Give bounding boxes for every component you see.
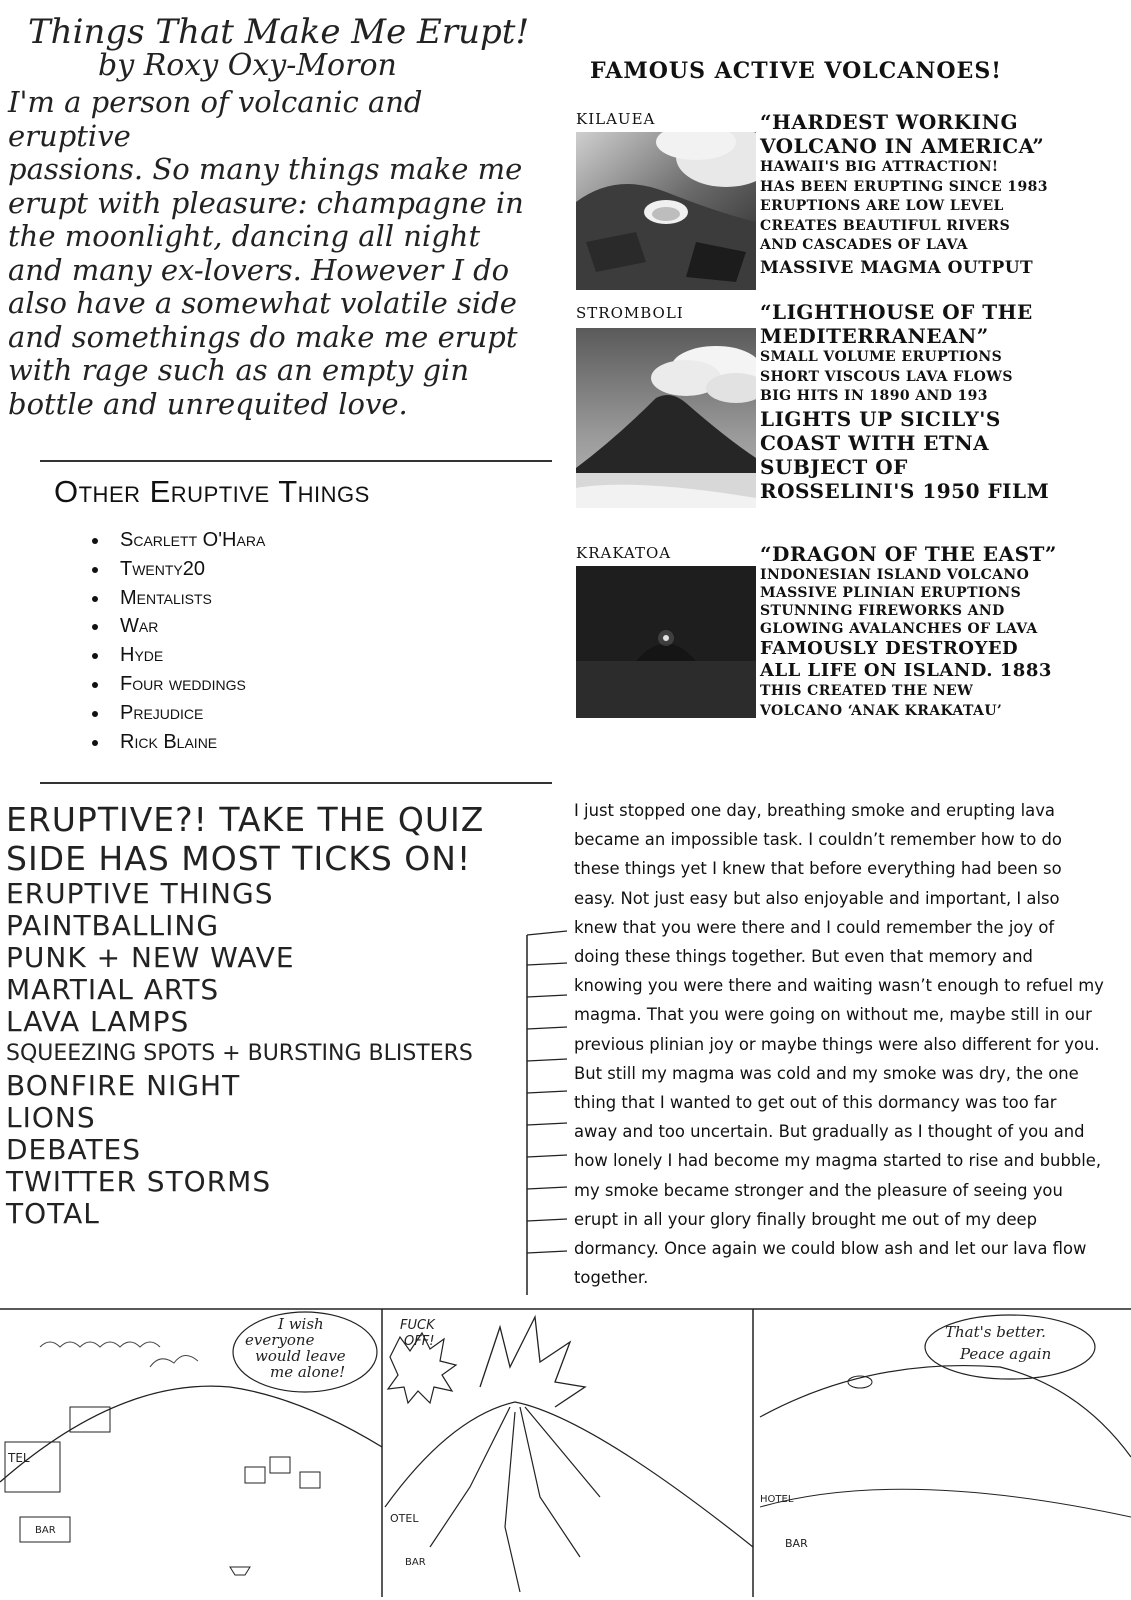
volcano-title-line: “HARDEST WORKING bbox=[760, 110, 1019, 134]
volcano-title-line: “DRAGON OF THE EAST” bbox=[760, 542, 1057, 566]
quiz-item: MARTIAL ARTS bbox=[6, 973, 220, 1006]
shout-line: FUCK bbox=[400, 1318, 435, 1333]
intro-section bbox=[8, 14, 548, 421]
quiz-tick-scale bbox=[525, 925, 575, 1295]
intro-line: I'm a person of volcanic and eruptive bbox=[8, 85, 423, 153]
volcano-fact: MASSIVE MAGMA OUTPUT bbox=[760, 257, 1034, 278]
bubble-line: I wish bbox=[278, 1315, 324, 1333]
quiz-item: LIONS bbox=[6, 1101, 96, 1134]
list-item: Mentalists bbox=[92, 584, 552, 613]
volcano-fact: INDONESIAN ISLAND VOLCANO bbox=[760, 567, 1030, 583]
volcano-text bbox=[760, 300, 1080, 503]
bubble-line: me alone! bbox=[270, 1363, 346, 1381]
bar-sign: BAR bbox=[35, 1525, 56, 1536]
intro-line: with rage such as an empty gin bbox=[8, 353, 470, 387]
quiz-item: DEBATES bbox=[6, 1133, 142, 1166]
bar-sign: BAR bbox=[405, 1557, 426, 1568]
list-item: Twenty20 bbox=[92, 555, 552, 584]
quiz-item: PUNK + NEW WAVE bbox=[6, 941, 295, 974]
comic-strip bbox=[0, 1307, 1131, 1597]
volcano-fact: SMALL VOLUME ERUPTIONS bbox=[760, 349, 1003, 365]
volcano-fact: ERUPTIONS ARE LOW LEVEL bbox=[760, 198, 1004, 214]
intro-byline: by Roxy Oxy-Moron bbox=[98, 48, 397, 83]
bar-sign: BAR bbox=[785, 1537, 808, 1550]
intro-line: erupt with pleasure: champagne in bbox=[8, 185, 524, 220]
intro-line: also have a somewhat volatile side bbox=[8, 286, 517, 320]
volcano-title-line: VOLCANO IN AMERICA” bbox=[760, 134, 1045, 158]
volcano-fact: THIS CREATED THE NEW bbox=[760, 683, 974, 699]
comic-panel-3 bbox=[760, 1315, 1131, 1550]
volcano-fact: HAS BEEN ERUPTING SINCE 1983 bbox=[760, 178, 1048, 195]
volcano-fact: LIGHTS UP SICILY'S bbox=[760, 406, 1001, 431]
story-text: I just stopped one day, breathing smoke and erupting lava became an impossible task. I couldn’t remember how to do these things yet I knew that before everything had been so easy. Not just easy but also enjoyable and important, I also knew that you were there and I could remember the joy of doing these things together. But even that memory and knowing you were there and waiting wasn’t enough to refuel my magma. That you were going on without me, maybe still in our previous plinian joy or maybe things were also different for you. But still my magma was cold and my smoke was dry, the one thing that I wanted to get out of this dormancy was too far away and too uncertain. But gradually as I thought of you and how lonely I had become my magma started to rise and bubble, my smoke became stronger and the pleasure of seeing you erupt in all your glory finally brought me out of my deep dormancy. Once again we could blow ash and let our lava flow together. bbox=[574, 801, 1104, 1288]
stromboli-photo bbox=[576, 328, 756, 508]
hotel-sign: OTEL bbox=[390, 1512, 419, 1525]
volcano-fact: CREATES BEAUTIFUL RIVERS bbox=[760, 217, 1011, 234]
bubble-line: Peace again bbox=[960, 1345, 1052, 1363]
volcano-fact: VOLCANO ‘ANAK KRAKATAU’ bbox=[760, 702, 1003, 719]
intro-line: passions. So many things make me bbox=[8, 152, 523, 186]
volcano-fact: MASSIVE PLINIAN ERUPTIONS bbox=[760, 585, 1022, 601]
volcano-fact: HAWAII'S BIG ATTRACTION! bbox=[760, 159, 999, 175]
volcano-name: KILAUEA bbox=[576, 110, 656, 128]
volcano-fact: COAST WITH ETNA bbox=[760, 430, 990, 455]
volcano-title-line: MEDITERRANEAN” bbox=[760, 324, 989, 348]
volcano-text bbox=[760, 542, 1080, 721]
volcano-fact: ROSSELINI'S 1950 FILM bbox=[760, 478, 1050, 503]
volcano-fact: SUBJECT OF bbox=[760, 454, 908, 479]
intro-body bbox=[8, 86, 548, 421]
quiz-title: ERUPTIVE?! TAKE THE QUIZ bbox=[6, 800, 485, 839]
list-item: Scarlett O'Hara bbox=[92, 526, 552, 555]
volcano-panel bbox=[574, 48, 1074, 748]
volcano-text bbox=[760, 110, 1080, 280]
quiz-item: TOTAL bbox=[6, 1197, 100, 1230]
intro-line: and somethings do make me erupt bbox=[8, 319, 518, 354]
volcano-name: KRAKATOA bbox=[576, 544, 672, 562]
comic-panel-1 bbox=[0, 1312, 382, 1575]
list-item: War bbox=[92, 612, 552, 641]
volcano-fact: SHORT VISCOUS LAVA FLOWS bbox=[760, 368, 1013, 385]
quiz-item: PAINTBALLING bbox=[6, 909, 220, 942]
list-item: Four weddings bbox=[92, 670, 552, 699]
quiz-item: LAVA LAMPS bbox=[6, 1005, 190, 1038]
shout-line: OFF! bbox=[404, 1334, 435, 1349]
hotel-sign: TEL bbox=[8, 1451, 30, 1465]
list-item: Prejudice bbox=[92, 699, 552, 728]
volcano-fact: ALL LIFE ON ISLAND. 1883 bbox=[760, 660, 1052, 681]
comic-panel-2 bbox=[385, 1317, 753, 1592]
bubble-line: would leave bbox=[255, 1347, 346, 1365]
intro-line: and many ex-lovers. However I do bbox=[8, 252, 510, 287]
kilauea-photo bbox=[576, 132, 756, 290]
hotel-sign: HOTEL bbox=[760, 1494, 794, 1505]
list-item: Rick Blaine bbox=[92, 728, 552, 757]
intro-line: the moonlight, dancing all night bbox=[8, 219, 481, 253]
volcano-fact: STUNNING FIREWORKS AND bbox=[760, 603, 1005, 619]
quiz-subtitle: SIDE HAS MOST TICKS ON! bbox=[6, 839, 472, 878]
bubble-line: everyone bbox=[245, 1331, 315, 1349]
krakatoa-photo bbox=[576, 566, 756, 718]
other-heading: Other Eruptive Things bbox=[54, 474, 370, 509]
volcano-name: STROMBOLI bbox=[576, 304, 684, 322]
quiz-section bbox=[6, 800, 546, 1230]
quiz-item: SQUEEZING SPOTS + BURSTING BLISTERS bbox=[6, 1041, 473, 1066]
quiz-item: BONFIRE NIGHT bbox=[6, 1069, 241, 1102]
volcano-fact: BIG HITS IN 1890 AND 193 bbox=[760, 388, 988, 404]
intro-line: bottle and unrequited love. bbox=[8, 386, 408, 421]
quiz-item: ERUPTIVE THINGS bbox=[6, 877, 274, 910]
volcano-heading: FAMOUS ACTIVE VOLCANOES! bbox=[590, 58, 1002, 84]
other-list bbox=[40, 526, 552, 756]
list-item: Hyde bbox=[92, 641, 552, 670]
bubble-line: That's better. bbox=[945, 1323, 1046, 1341]
volcano-fact: GLOWING AVALANCHES OF LAVA bbox=[760, 621, 1038, 637]
volcano-fact: FAMOUSLY DESTROYED bbox=[760, 638, 1019, 659]
other-eruptive-things bbox=[40, 460, 552, 784]
intro-title: Things That Make Me Erupt! bbox=[28, 12, 530, 52]
volcano-title-line: “LIGHTHOUSE OF THE bbox=[760, 300, 1033, 324]
volcano-fact: AND CASCADES OF LAVA bbox=[760, 237, 968, 253]
quiz-item: TWITTER STORMS bbox=[6, 1165, 272, 1198]
